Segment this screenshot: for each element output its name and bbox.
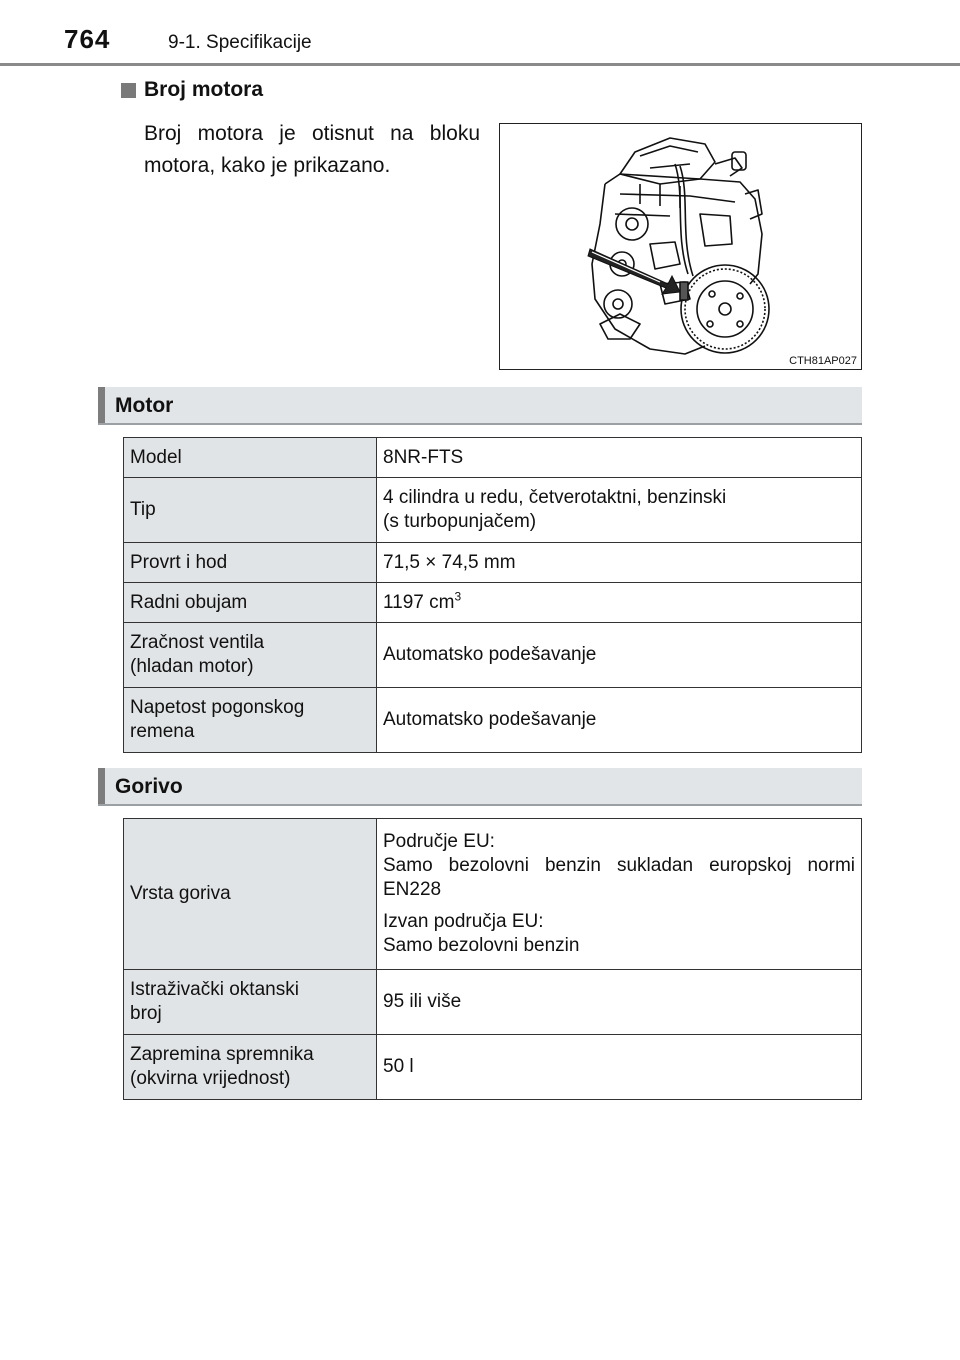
spec-label-line: Zapremina spremnika xyxy=(130,1044,314,1065)
band-title-gorivo: Gorivo xyxy=(115,775,183,798)
page-header xyxy=(0,0,960,70)
spec-label xyxy=(124,623,377,688)
spec-label-line: (okvirna vrijednost) xyxy=(130,1068,291,1089)
spec-label-line: Napetost pogonskog xyxy=(130,697,305,718)
table-row xyxy=(124,478,862,543)
motor-spec-table xyxy=(123,437,862,753)
page-number: 764 xyxy=(64,24,111,54)
table-row xyxy=(124,819,862,970)
spec-value-line: Samo bezolovni benzin xyxy=(383,935,580,956)
table-row xyxy=(124,1035,862,1100)
spec-value xyxy=(377,583,862,623)
spec-label-line: Istraživački oktanski xyxy=(130,979,299,1000)
engine-drawing xyxy=(500,124,861,369)
spec-value xyxy=(377,819,862,970)
spec-value-line: Samo bezolovni benzin sukladan europskoj normi EN228 xyxy=(383,855,855,900)
spec-value: 8NR-FTS xyxy=(377,438,862,478)
spec-value-line: 4 cilindra u redu, četverotaktni, benzinski xyxy=(383,487,727,508)
spec-label-line: remena xyxy=(130,721,195,742)
spec-value xyxy=(377,478,862,543)
spec-value-line: Izvan područja EU: xyxy=(383,911,544,932)
section-title-engine-number: Broj motora xyxy=(144,78,264,101)
engine-number-description: Broj motora je otisnut na bloku motora, kako je prikazano. xyxy=(144,122,480,177)
section-band-motor xyxy=(98,387,862,425)
spec-label-line: broj xyxy=(130,1003,162,1024)
table-row xyxy=(124,970,862,1035)
spec-label xyxy=(124,688,377,753)
section-band-gorivo xyxy=(98,768,862,806)
spec-label: Provrt i hod xyxy=(124,543,377,583)
table-row xyxy=(124,688,862,753)
band-accent xyxy=(98,768,105,804)
band-accent xyxy=(98,387,105,423)
spec-label-line: (hladan motor) xyxy=(130,656,254,677)
spacer xyxy=(383,902,855,910)
superscript: 3 xyxy=(454,589,462,604)
spec-value: 50 l xyxy=(377,1035,862,1100)
spec-value: Automatsko podešavanje xyxy=(377,688,862,753)
spec-label: Vrsta goriva xyxy=(124,819,377,970)
table-row xyxy=(124,583,862,623)
spec-label-line: Zračnost ventila xyxy=(130,632,265,653)
spec-value-text: 1197 cm xyxy=(383,591,455,613)
fuel-spec-table xyxy=(123,818,862,1100)
spec-label xyxy=(124,1035,377,1100)
spec-label: Tip xyxy=(124,478,377,543)
table-row xyxy=(124,623,862,688)
spec-value: 95 ili više xyxy=(377,970,862,1035)
figure-code: CTH81AP027 xyxy=(789,355,857,367)
band-title-motor: Motor xyxy=(115,394,174,417)
section-bullet-icon xyxy=(121,83,136,98)
spec-value-line: Područje EU: xyxy=(383,831,495,852)
table-row xyxy=(124,438,862,478)
spec-value: 71,5 × 74,5 mm xyxy=(377,543,862,583)
spec-value: Automatsko podešavanje xyxy=(377,623,862,688)
spec-label xyxy=(124,970,377,1035)
spec-label: Model xyxy=(124,438,377,478)
engine-illustration xyxy=(499,123,862,370)
spec-label: Radni obujam xyxy=(124,583,377,623)
table-row xyxy=(124,543,862,583)
spec-value-line: (s turbopunjačem) xyxy=(383,511,537,532)
header-divider xyxy=(0,63,960,66)
chapter-title: 9-1. Specifikacije xyxy=(168,32,312,53)
